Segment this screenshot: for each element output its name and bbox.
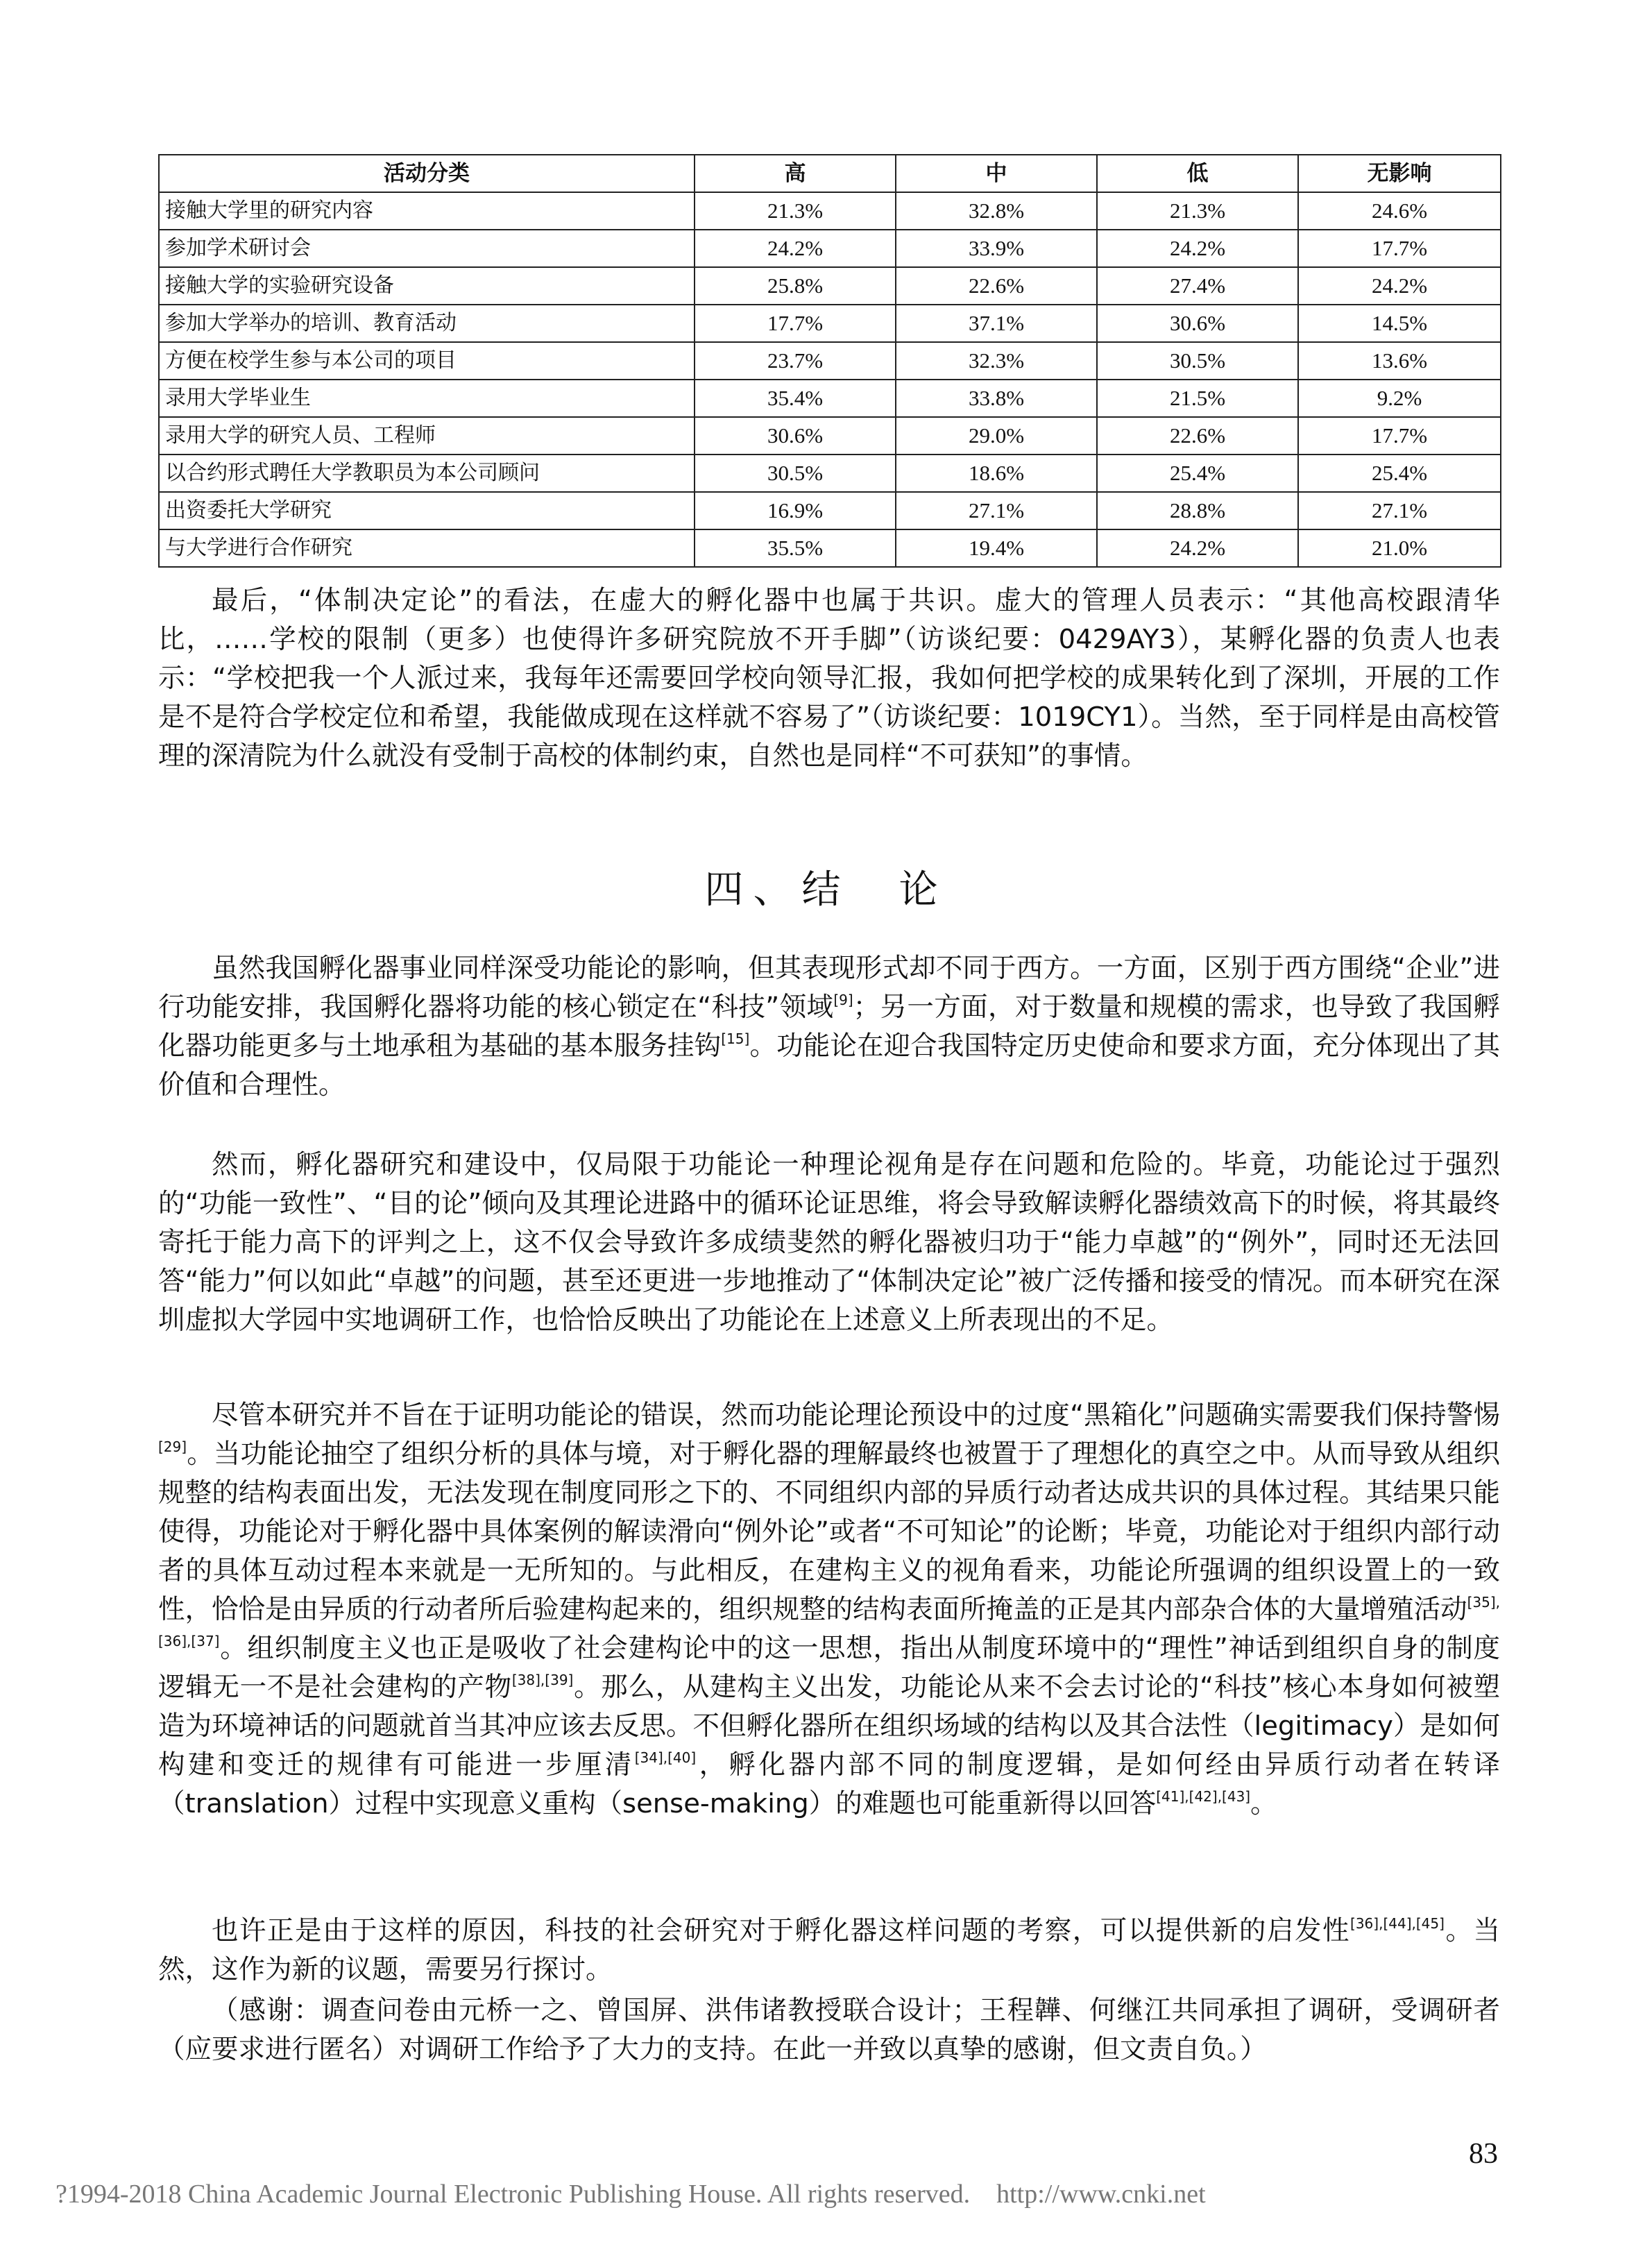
paragraph-black-boxing (158, 1396, 1500, 1824)
cell-none: 24.2% (1298, 267, 1501, 305)
cell-none: 24.6% (1298, 192, 1501, 230)
cell-low: 25.4% (1097, 455, 1298, 492)
cell-low: 21.5% (1097, 380, 1298, 417)
paragraph-text: 也许正是由于这样的原因，科技的社会研究对于孵化器这样问题的考察，可以提供新的启发性 (212, 1915, 1351, 1946)
paragraph-text: （感谢：调查问卷由元桥一之、曾国屏、洪伟诸教授联合设计；王程韡、何继江共同承担了调研，受调研者（应要求进行匿名）对调研工作给予了大力的支持。在此一并致以真挚的感谢，但文责自负。） (158, 1995, 1500, 2065)
paragraph-text: 最后，“体制决定论”的看法，在虚大的孵化器中也属于共识。虚大的管理人员表示：“其他高校跟清华比，……学校的限制（更多）也使得许多研究院放不开手脚”（访谈纪要：0429AY3），某孵化器的负责人也表示：“学校把我一个人派过来，我每年还需要回学校向领导汇报，我如何把学校的成果转化到了深圳，开展的工作是不是符合学校定位和希望，我能做成现在这样就不容易了”（访谈纪要：1019CY1）。当然，至于同样是由高校管理的深清院为什么就没有受制于高校的体制约束，自然也是同样“不可获知”的事情。 (158, 585, 1500, 772)
table-row (159, 455, 1501, 492)
table-row (159, 342, 1501, 380)
activity-impact-table (158, 154, 1501, 568)
header-mid: 中 (896, 155, 1097, 192)
cell-low: 22.6% (1097, 417, 1298, 455)
cell-none: 14.5% (1298, 305, 1501, 342)
cell-low: 24.2% (1097, 230, 1298, 267)
paragraph-text: ；另一方面，对于数量和规模的需求，也导致了我国孵化器功能更多与土地承租为基础的基本服务挂钩 (158, 992, 1500, 1062)
header-low: 低 (1097, 155, 1298, 192)
paragraph-functionalism-risk (158, 1146, 1500, 1340)
cell-high: 30.5% (695, 455, 896, 492)
cell-mid: 29.0% (896, 417, 1097, 455)
paragraph-text: 虽然我国孵化器事业同样深受功能论的影响，但其表现形式却不同于西方。一方面，区别于西方围绕“企业”进行功能安排，我国孵化器将功能的核心锁定在“科技”领域 (158, 953, 1500, 1023)
cell-none: 27.1% (1298, 492, 1501, 529)
citation-ref: [38],[39] (511, 1672, 574, 1688)
cell-category: 与大学进行合作研究 (159, 529, 695, 567)
cell-category: 接触大学里的研究内容 (159, 192, 695, 230)
citation-ref: [36],[44],[45] (1350, 1915, 1445, 1932)
cell-high: 35.5% (695, 529, 896, 567)
cell-mid: 32.8% (896, 192, 1097, 230)
paragraph-text: 。组织制度主义也正是吸收了社会建构论中的这一思想，指出从制度环境中的“理性”神话到组织自身的制度逻辑无一不是社会建构的产物 (158, 1633, 1500, 1703)
paragraph-institutional-determinism (158, 581, 1500, 776)
paragraph-text: ，孵化器内部不同的制度逻辑，是如何经由异质行动者在转译（translation）过程中实现意义重构（sense-making）的难题也可能重新得以回答 (158, 1749, 1500, 1819)
cell-mid: 33.9% (896, 230, 1097, 267)
cell-mid: 27.1% (896, 492, 1097, 529)
cell-category: 接触大学的实验研究设备 (159, 267, 695, 305)
paragraph-text: 尽管本研究并不旨在于证明功能论的错误，然而功能论理论预设中的过度“黑箱化”问题确实需要我们保持警惕 (212, 1400, 1500, 1431)
cell-high: 25.8% (695, 267, 896, 305)
table-row (159, 529, 1501, 567)
cell-category: 参加学术研讨会 (159, 230, 695, 267)
paragraph-text: 。当功能论抽空了组织分析的具体与境，对于孵化器的理解最终也被置于了理想化的真空之中。从而导致从组织规整的结构表面出发，无法发现在制度同形之下的、不同组织内部的异质行动者达成共识的具体过程。其结果只能使得，功能论对于孵化器中具体案例的解读滑向“例外论”或者“不可知论”的论断；毕竟，功能论对于组织内部行动者的具体互动过程本来就是一无所知的。与此相反，在建构主义的视角看来，功能论所强调的组织设置上的一致性，恰恰是由异质的行动者所后验建构起来的，组织规整的结构表面所掩盖的正是其内部杂合体的大量增殖活动 (158, 1438, 1500, 1625)
cell-category: 出资委托大学研究 (159, 492, 695, 529)
cell-mid: 22.6% (896, 267, 1097, 305)
cell-none: 17.7% (1298, 230, 1501, 267)
cell-high: 16.9% (695, 492, 896, 529)
cell-low: 27.4% (1097, 267, 1298, 305)
cell-category: 参加大学举办的培训、教育活动 (159, 305, 695, 342)
table-row (159, 267, 1501, 305)
paragraph-acknowledgements (158, 1992, 1500, 2069)
cell-mid: 32.3% (896, 342, 1097, 380)
cell-high: 35.4% (695, 380, 896, 417)
cell-high: 23.7% (695, 342, 896, 380)
citation-ref: [15] (721, 1030, 750, 1047)
citation-ref: [9] (833, 992, 853, 1008)
cell-category: 方便在校学生参与本公司的项目 (159, 342, 695, 380)
table-row (159, 380, 1501, 417)
paragraph-sts-insight (158, 1912, 1500, 1989)
citation-ref: [41],[42],[43] (1156, 1788, 1251, 1805)
paragraph-text: 。那么，从建构主义出发，功能论从来不会去讨论的“科技”核心本身如何被塑造为环境神话的问题就首当其冲应该去反思。不但孵化器所在组织场域的结构以及其合法性（legitimacy）是如何构建和变迁的规律有可能进一步厘清 (158, 1672, 1500, 1781)
table-row (159, 492, 1501, 529)
paragraph-text: 。当然，这作为新的议题，需要另行探讨。 (158, 1915, 1500, 1985)
cell-high: 30.6% (695, 417, 896, 455)
table-row (159, 230, 1501, 267)
paragraph-text: 然而，孵化器研究和建设中，仅局限于功能论一种理论视角是存在问题和危险的。毕竟，功能论过于强烈的“功能一致性”、“目的论”倾向及其理论进路中的循环论证思维，将会导致解读孵化器绩效高下的时候，将其最终寄托于能力高下的评判之上，这不仅会导致许多成绩斐然的孵化器被归功于“能力卓越”的“例外”，同时还无法回答“能力”何以如此“卓越”的问题，甚至还更进一步地推动了“体制决定论”被广泛传播和接受的情况。而本研究在深圳虚拟大学园中实地调研工作，也恰恰反映出了功能论在上述意义上所表现出的不足。 (158, 1149, 1500, 1336)
paragraph-text: 。功能论在迎合我国特定历史使命和要求方面，充分体现出了其价值和合理性。 (158, 1030, 1500, 1101)
cell-high: 17.7% (695, 305, 896, 342)
cell-low: 28.8% (1097, 492, 1298, 529)
cell-high: 24.2% (695, 230, 896, 267)
cell-low: 24.2% (1097, 529, 1298, 567)
cell-none: 9.2% (1298, 380, 1501, 417)
cell-mid: 18.6% (896, 455, 1097, 492)
cell-category: 以合约形式聘任大学教职员为本公司顾问 (159, 455, 695, 492)
header-category: 活动分类 (159, 155, 695, 192)
cell-none: 13.6% (1298, 342, 1501, 380)
section-heading-conclusion: 四、结 论 (704, 867, 948, 912)
citation-ref: [35],[36],[37] (158, 1594, 1500, 1649)
paragraph-functionalism-china (158, 949, 1500, 1105)
header-none: 无影响 (1298, 155, 1501, 192)
cell-low: 30.6% (1097, 305, 1298, 342)
copyright-footer: ?1994-2018 China Academic Journal Electronic Publishing House. All rights reserved. http://www.cnki.net (56, 2180, 1206, 2209)
cell-category: 录用大学的研究人员、工程师 (159, 417, 695, 455)
cell-none: 25.4% (1298, 455, 1501, 492)
cell-category: 录用大学毕业生 (159, 380, 695, 417)
citation-ref: [34],[40] (634, 1749, 697, 1766)
table-row (159, 305, 1501, 342)
table-row (159, 192, 1501, 230)
paragraph-text: 。 (1250, 1788, 1277, 1819)
cell-none: 17.7% (1298, 417, 1501, 455)
cell-low: 30.5% (1097, 342, 1298, 380)
cell-mid: 33.8% (896, 380, 1097, 417)
page-number: 83 (1469, 2138, 1498, 2170)
header-high: 高 (695, 155, 896, 192)
cell-low: 21.3% (1097, 192, 1298, 230)
table-header-row (159, 155, 1501, 192)
table-row (159, 417, 1501, 455)
cell-mid: 19.4% (896, 529, 1097, 567)
cell-none: 21.0% (1298, 529, 1501, 567)
cell-mid: 37.1% (896, 305, 1097, 342)
cell-high: 21.3% (695, 192, 896, 230)
citation-ref: [29] (158, 1438, 187, 1455)
